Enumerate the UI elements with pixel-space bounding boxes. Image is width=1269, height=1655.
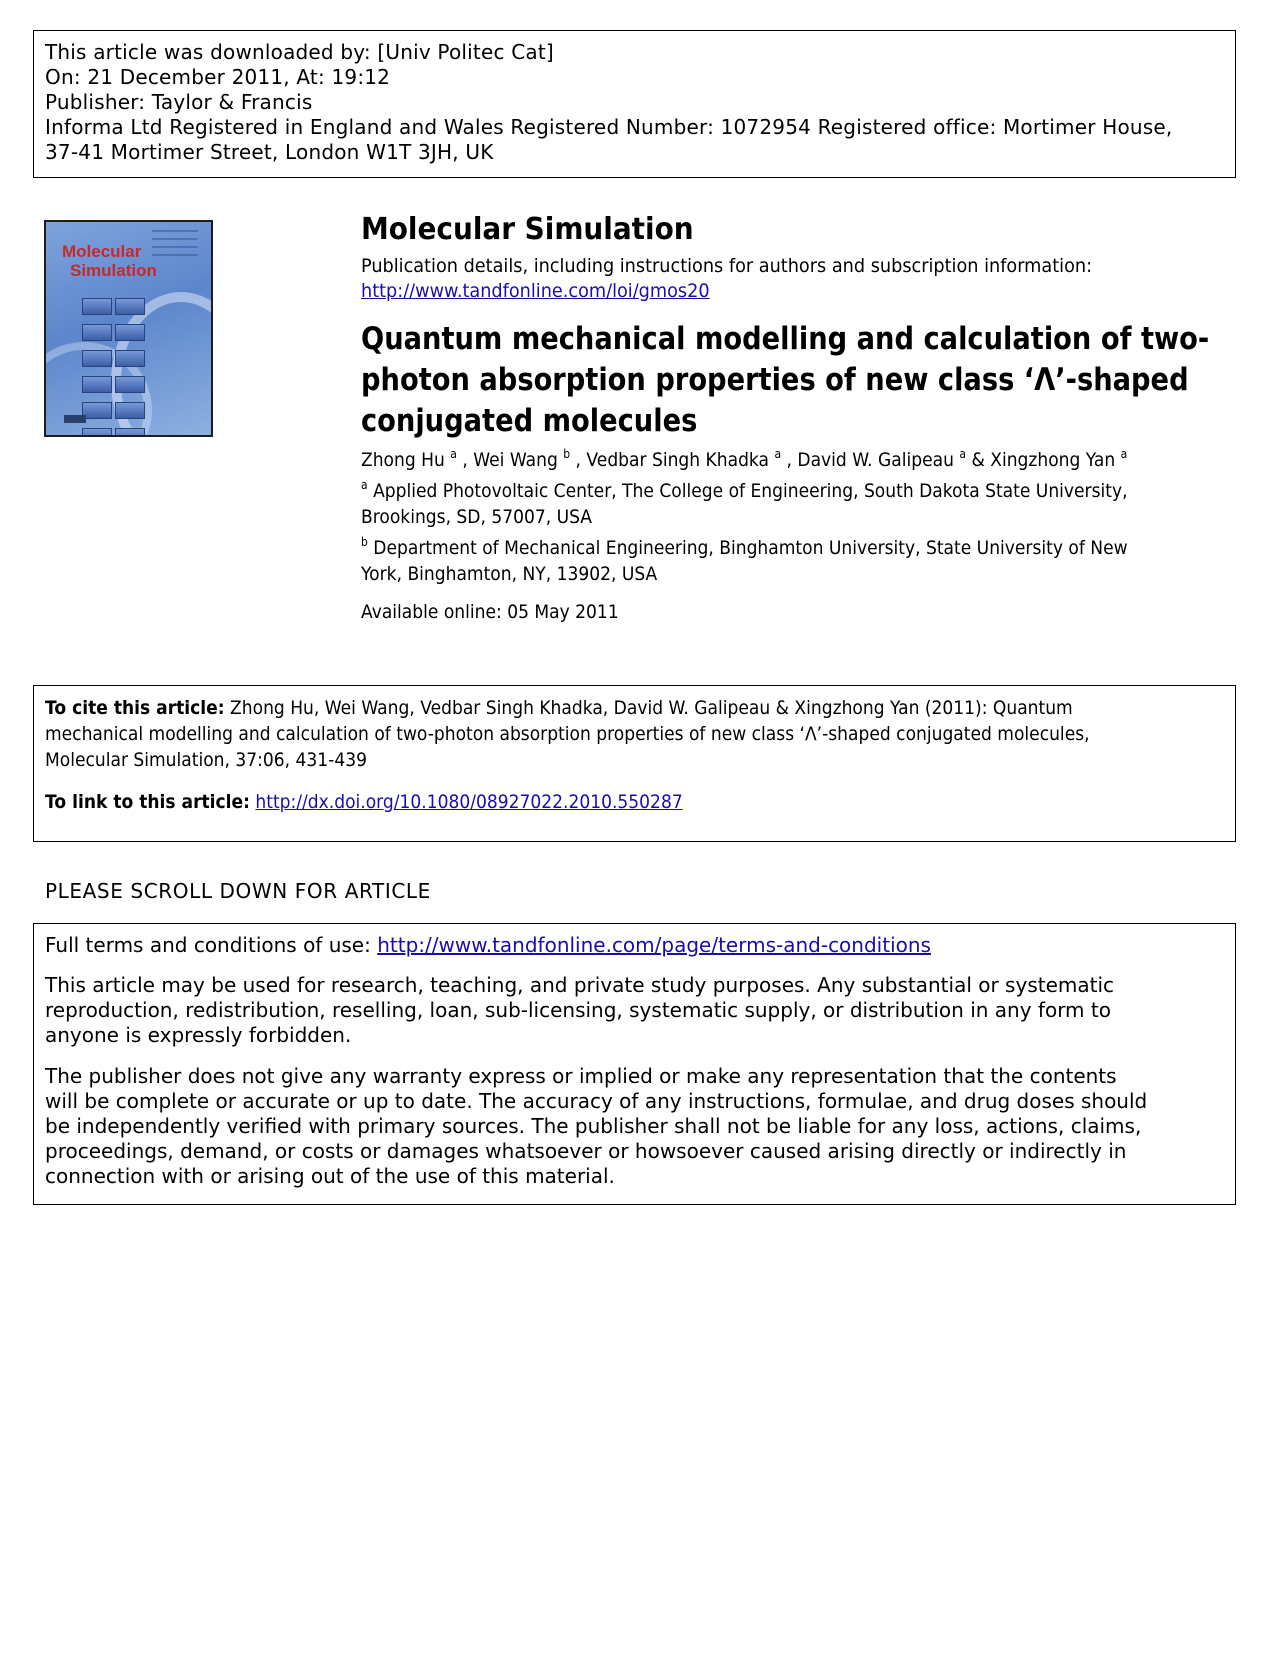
author-name: Xingzhong Yan xyxy=(990,449,1116,471)
author-affiliation-mark: a xyxy=(450,447,457,461)
cite-text: mechanical modelling and calculation of two-photon absorption properties of new class ‘Λ’-shaped conjugated molecules, xyxy=(45,723,1090,745)
author-affiliation-mark: a xyxy=(959,447,967,461)
journal-details-text: Publication details, including instructions for authors and subscription information: xyxy=(361,255,1093,277)
author-affiliation-mark: b xyxy=(563,447,571,461)
registration-line-1: Informa Ltd Registered in England and Wales Registered Number: 1072954 Registered office: Mortimer House, xyxy=(45,115,1173,139)
terms-box xyxy=(33,923,1236,1205)
article-title: Quantum mechanical modelling and calculation of two- photon absorption properties of new class ‘Λ’-shaped conjugated molecules xyxy=(361,321,1210,439)
journal-name: Molecular Simulation xyxy=(361,212,694,247)
available-online-date: Available online: 05 May 2011 xyxy=(361,601,619,623)
terms-paragraph-usage: This article may be used for research, teaching, and private study purposes. Any substantial or systematic reproduction, redistribution, reselling, loan, sub-licensing, systematic supply, or distribution in any form to anyone is expressly forbidden. xyxy=(45,973,1115,1047)
publisher: Publisher: Taylor & Francis xyxy=(45,90,313,114)
author-affiliation-mark: a xyxy=(774,447,782,461)
author-name: Wei Wang xyxy=(473,449,558,471)
cover-figure-grid xyxy=(82,298,152,437)
terms-paragraph-disclaimer: The publisher does not give any warranty express or implied or make any representation that the contents will be complete or accurate or up to date. The accuracy of any instructions, formulae, and drug doses should be independently verified with primary sources. The publisher shall not be liable for any loss, actions, claims, proceedings, demand, or costs or damages whatsoever or howsoever caused arising directly or indirectly in connection with or arising out of the use of this material. xyxy=(45,1064,1148,1188)
terms-link[interactable]: http://www.tandfonline.com/page/terms-and-conditions xyxy=(377,933,931,957)
download-info: This article was downloaded by: [Univ Politec Cat] xyxy=(45,40,554,64)
link-label: To link to this article: xyxy=(45,791,250,813)
cite-text: Molecular Simulation, 37:06, 431-439 xyxy=(45,749,367,771)
citation-box xyxy=(33,685,1236,842)
journal-url-link[interactable]: http://www.tandfonline.com/loi/gmos20 xyxy=(361,280,710,302)
author-affiliation-mark: a xyxy=(1120,447,1128,461)
scroll-note: PLEASE SCROLL DOWN FOR ARTICLE xyxy=(45,879,431,903)
terms-label: Full terms and conditions of use: xyxy=(45,933,371,957)
cite-label: To cite this article: xyxy=(45,697,225,719)
cover-issue-info xyxy=(152,230,198,270)
author-list: Zhong Hu $^a$ , Wei Wang $^b$ , Vedbar Singh Khadka $^a$ , David W. Galipeau $^a$ & Xingzhong Yan $^a$ xyxy=(361,447,1128,471)
doi-link[interactable]: http://dx.doi.org/10.1080/08927022.2010.550287 xyxy=(255,791,683,813)
download-date: On: 21 December 2011, At: 19:12 xyxy=(45,65,391,89)
download-notice-box xyxy=(33,30,1236,178)
author-name: Zhong Hu xyxy=(361,449,445,471)
cite-text: Zhong Hu, Wei Wang, Vedbar Singh Khadka, David W. Galipeau & Xingzhong Yan (2011): Quantum xyxy=(230,697,1073,719)
author-name: Vedbar Singh Khadka xyxy=(586,449,770,471)
publisher-logo-icon xyxy=(64,415,86,423)
registration-line-2: 37-41 Mortimer Street, London W1T 3JH, UK xyxy=(45,140,494,164)
author-name: David W. Galipeau xyxy=(797,449,954,471)
affiliation-a: $^a$ Applied Photovoltaic Center, The College of Engineering, South Dakota State University, Brookings, SD, 57007, USA xyxy=(361,478,1128,528)
cover-title: Molecular Simulation xyxy=(62,242,157,280)
journal-details xyxy=(361,254,1236,304)
journal-cover-image xyxy=(44,220,213,437)
affiliation-b: $^b$ Department of Mechanical Engineering, Binghamton University, State University of New York, Binghamton, NY, 13902, USA xyxy=(361,535,1128,585)
